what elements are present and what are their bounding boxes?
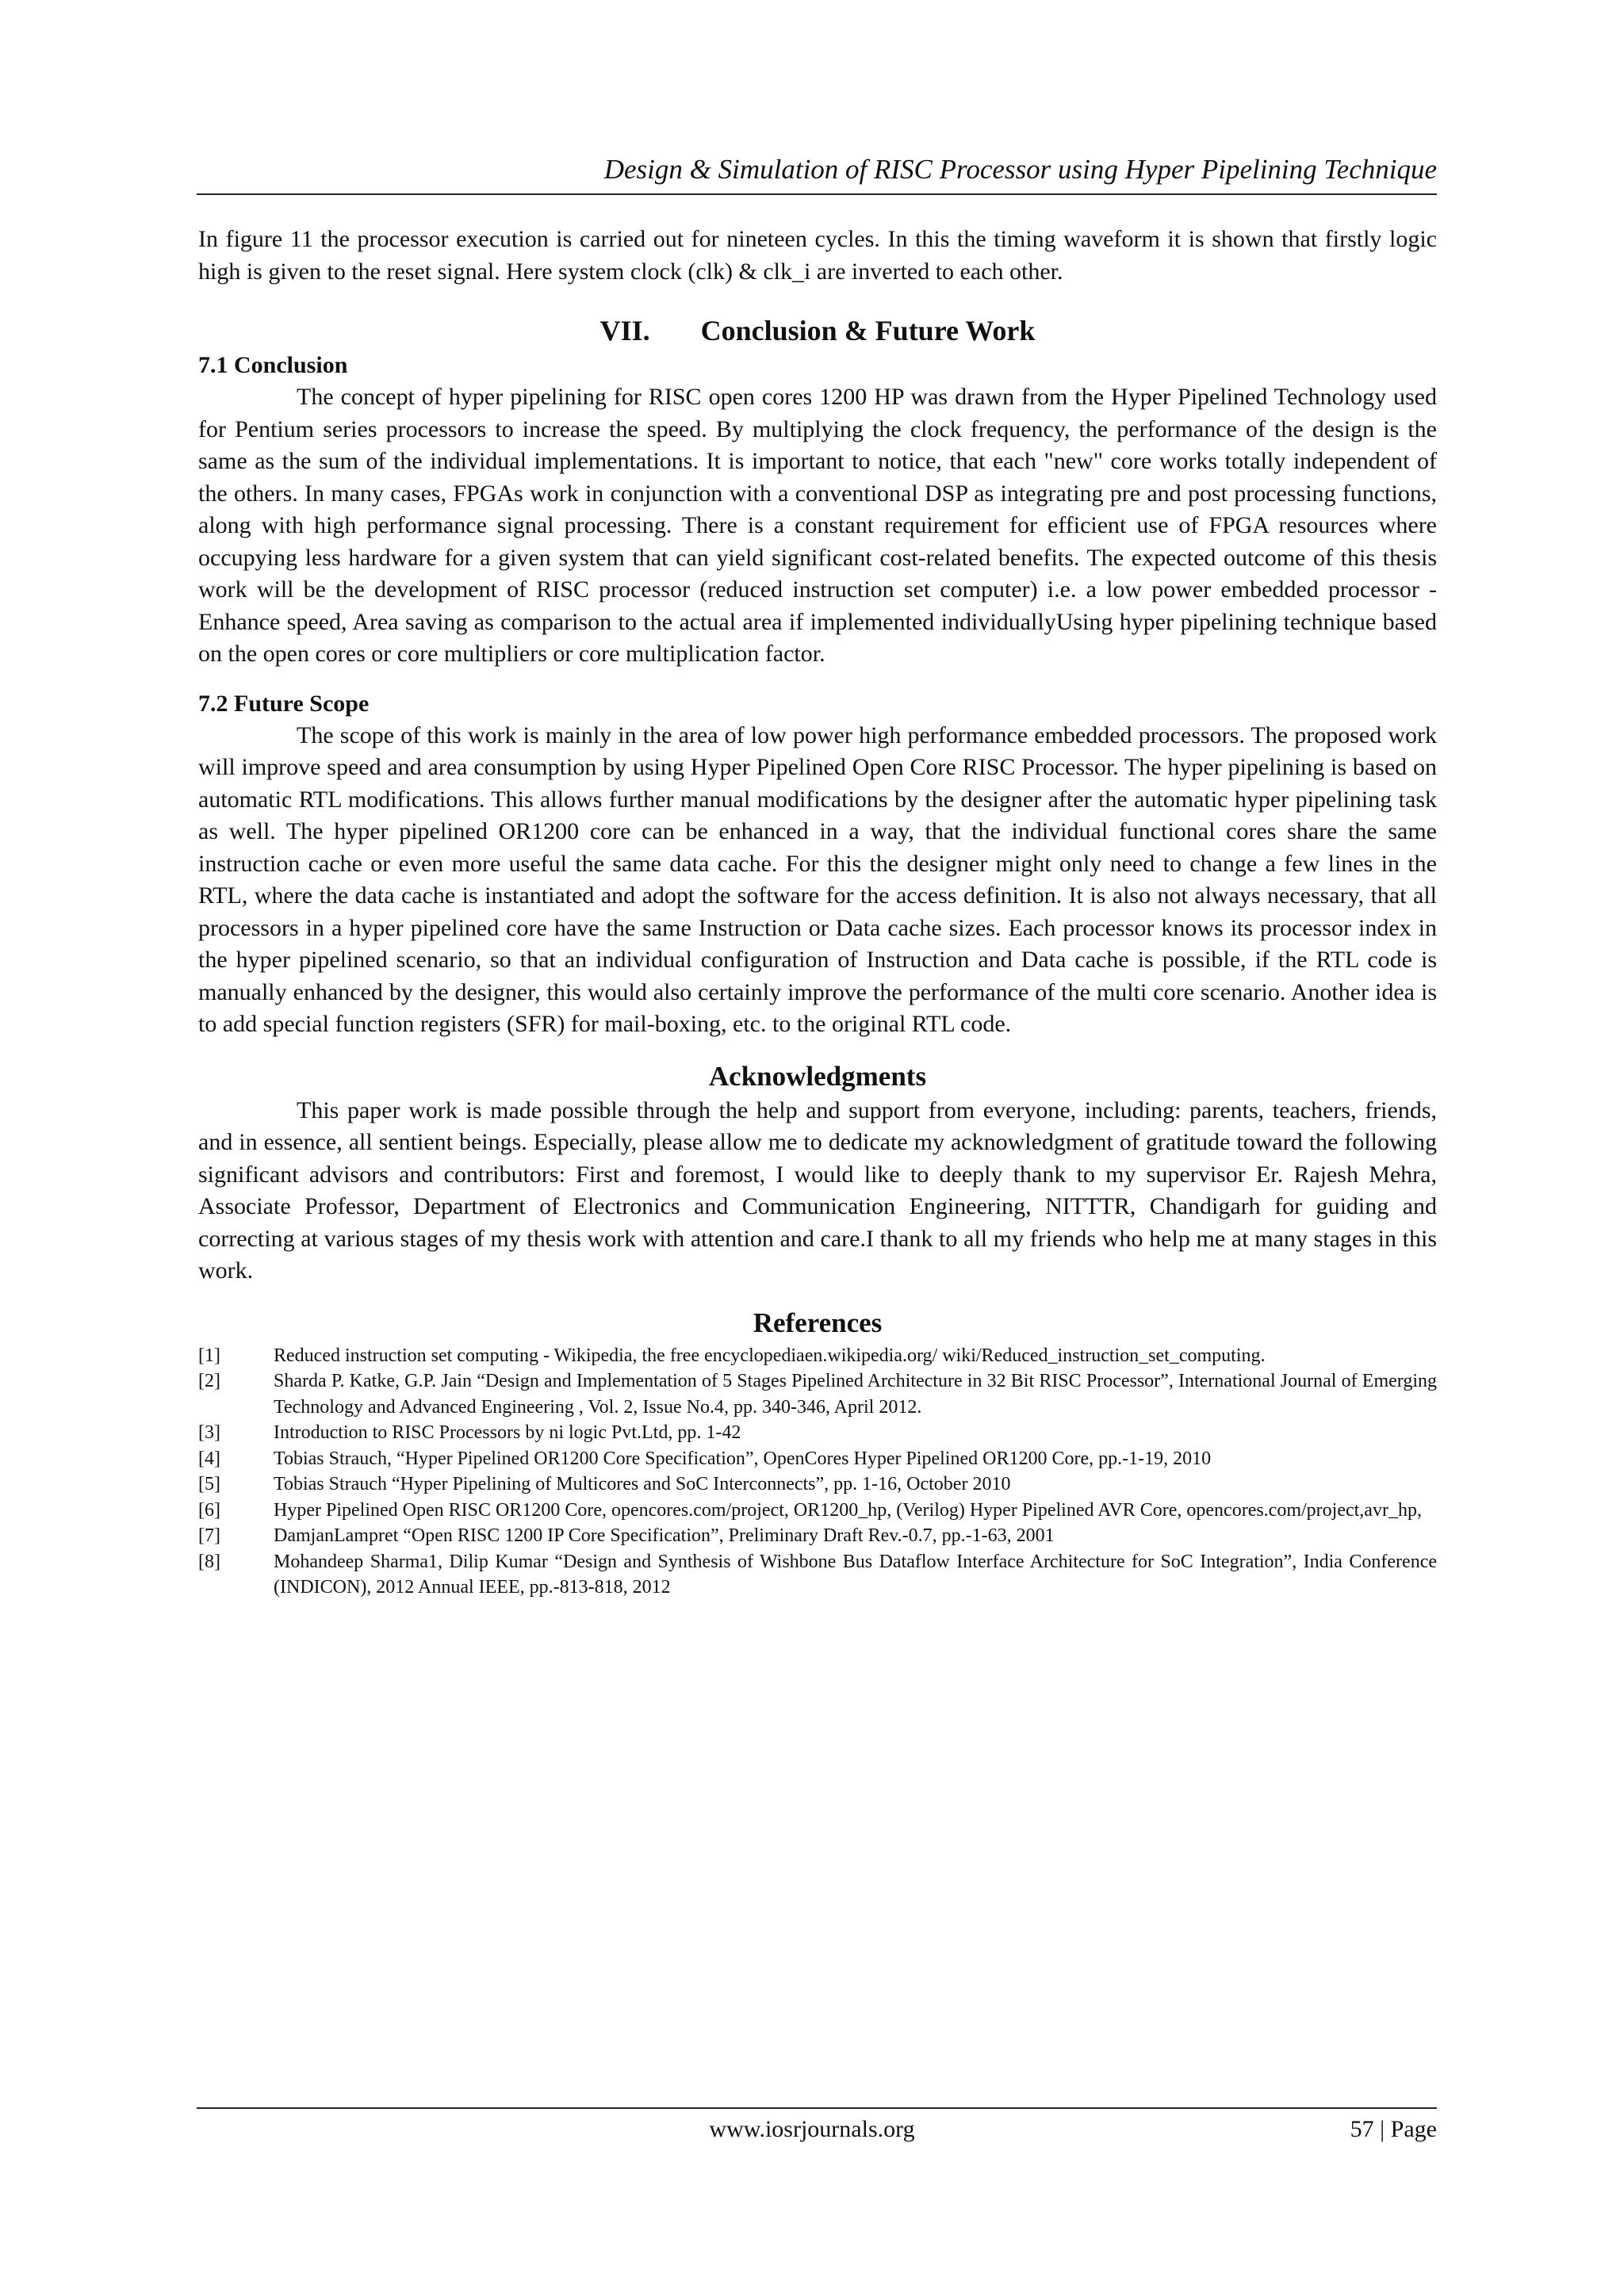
- reference-number: [2]: [198, 1371, 220, 1391]
- references-heading: References: [753, 1307, 883, 1338]
- page-body: [198, 224, 1437, 1601]
- header-divider: [197, 193, 1437, 195]
- reference-item: [198, 1471, 1437, 1498]
- intro-paragraph: In figure 11 the processor execution is carried out for nineteen cycles. In this the timing waveform it is shown that firstly logic high is given to the reset signal. Here system clock (clk) & clk_i are inverted to each other.: [198, 226, 1437, 285]
- reference-text: Reduced instruction set computing - Wikipedia, the free encyclopediaen.wikipedia.org/ wiki/Reduced_instruction_set_computing.: [274, 1345, 1266, 1366]
- reference-number: [8]: [198, 1551, 220, 1572]
- reference-text: Tobias Strauch, “Hyper Pipelined OR1200 Core Specification”, OpenCores Hyper Pipelined OR1200 Core, pp.-1-19, 2010: [274, 1448, 1212, 1469]
- reference-item: [198, 1549, 1437, 1601]
- reference-text: Hyper Pipelined Open RISC OR1200 Core, opencores.com/project, OR1200_hp, (Verilog) Hyper Pipelined AVR Core, opencores.com/project,avr_hp,: [274, 1499, 1422, 1521]
- reference-text: Introduction to RISC Processors by ni logic Pvt.Ltd, pp. 1-42: [274, 1422, 741, 1443]
- reference-item: [198, 1420, 1437, 1446]
- section-title: Conclusion & Future Work: [700, 315, 1036, 346]
- reference-item: [198, 1523, 1437, 1549]
- reference-item: [198, 1368, 1437, 1420]
- reference-item: [198, 1343, 1437, 1369]
- acknowledgments-paragraph: This paper work is made possible through the help and support from everyone, including: parents, teachers, friends, and in essence, all sentient beings. Especially, please allow me to dedicate my acknowledgment of gratitude toward the following significant advisors and contributors: First and foremost, I would like to deeply thank to my supervisor Er. Rajesh Mehra, Associate Professor, Department of Electronics and Communication Engineering, NITTTR, Chandigarh for guiding and correcting at various stages of my thesis work with attention and care.I thank to all my friends who help me at many stages in this work.: [198, 1096, 1437, 1284]
- future-scope-heading: 7.2 Future Scope: [198, 690, 370, 717]
- reference-number: [1]: [198, 1345, 220, 1366]
- running-header: Design & Simulation of RISC Processor using Hyper Pipelining Technique: [603, 154, 1437, 185]
- reference-number: [5]: [198, 1474, 220, 1494]
- future-scope-paragraph: The scope of this work is mainly in the area of low power high performance embedded processors. The proposed work will improve speed and area consumption by using Hyper Pipelined Open Core RISC Processor. The hyper pipelining is based on automatic RTL modifications. This allows further manual modifications by the designer after the automatic hyper pipelining task as well. The hyper pipelined OR1200 core can be enhanced in a way, that the individual functional cores share the same instruction cache or even more useful the same data cache. For this the designer might only need to change a few lines in the RTL, where the data cache is instantiated and adopt the software for the access definition. It is also not always necessary, that all processors in a hyper pipelined core have the same Instruction or Data cache sizes. Each processor knows its processor index in the hyper pipelined scenario, so that an individual configuration of Instruction and Data cache is possible, if the RTL code is manually enhanced by the designer, this would also certainly improve the performance of the multi core scenario. Another idea is to add special function registers (SFR) for mail-boxing, etc. to the original RTL code.: [198, 721, 1437, 1037]
- reference-number: [7]: [198, 1525, 220, 1546]
- section-heading: [198, 312, 1437, 350]
- footer-divider: [197, 2107, 1437, 2109]
- section-number: VII.: [599, 315, 650, 346]
- conclusion-paragraph: The concept of hyper pipelining for RISC open cores 1200 HP was drawn from the Hyper Pipelined Technology used for Pentium series processors to increase the speed. By multiplying the clock frequency, the performance of the design is the same as the sum of the individual implementations. It is important to notice, that each "new" core works totally independent of the others. In many cases, FPGAs work in conjunction with a conventional DSP as integrating pre and post processing functions, along with high performance signal processing. There is a constant requirement for efficient use of FPGA resources where occupying less hardware for a given system that can yield significant cost-related benefits. The expected outcome of this thesis work will be the development of RISC processor (reduced instruction set computer) i.e. a low power embedded processor -Enhance speed, Area saving as comparison to the actual area if implemented individuallyUsing hyper pipelining technique based on the open cores or core multipliers or core multiplication factor.: [198, 384, 1437, 667]
- reference-text: Sharda P. Katke, G.P. Jain “Design and Implementation of 5 Stages Pipelined Architecture in 32 Bit RISC Processor”, International Journal of Emerging Technology and Advanced Engineering , Vol. 2, Issue No.4, pp. 340-346, April 2012.: [274, 1371, 1437, 1418]
- reference-number: [6]: [198, 1499, 220, 1521]
- reference-text: Mohandeep Sharma1, Dilip Kumar “Design and Synthesis of Wishbone Bus Dataflow Interface Architecture for SoC Integration”, India Conference (INDICON), 2012 Annual IEEE, pp.-813-818, 2012: [274, 1551, 1437, 1598]
- reference-number: [3]: [198, 1422, 220, 1443]
- reference-text: DamjanLampret “Open RISC 1200 IP Core Specification”, Preliminary Draft Rev.-0.7, pp.-1-63, 2001: [274, 1525, 1055, 1546]
- reference-text: Tobias Strauch “Hyper Pipelining of Multicores and SoC Interconnects”, pp. 1-16, October 2010: [274, 1474, 1011, 1494]
- footer-website: www.iosrjournals.org: [709, 2116, 915, 2142]
- reference-list: [198, 1343, 1437, 1601]
- conclusion-heading: 7.1 Conclusion: [198, 352, 348, 378]
- acknowledgments-heading: Acknowledgments: [708, 1060, 927, 1092]
- reference-number: [4]: [198, 1448, 220, 1469]
- reference-item: [198, 1446, 1437, 1472]
- reference-item: [198, 1498, 1437, 1524]
- footer-page-number: 57 | Page: [1350, 2116, 1437, 2142]
